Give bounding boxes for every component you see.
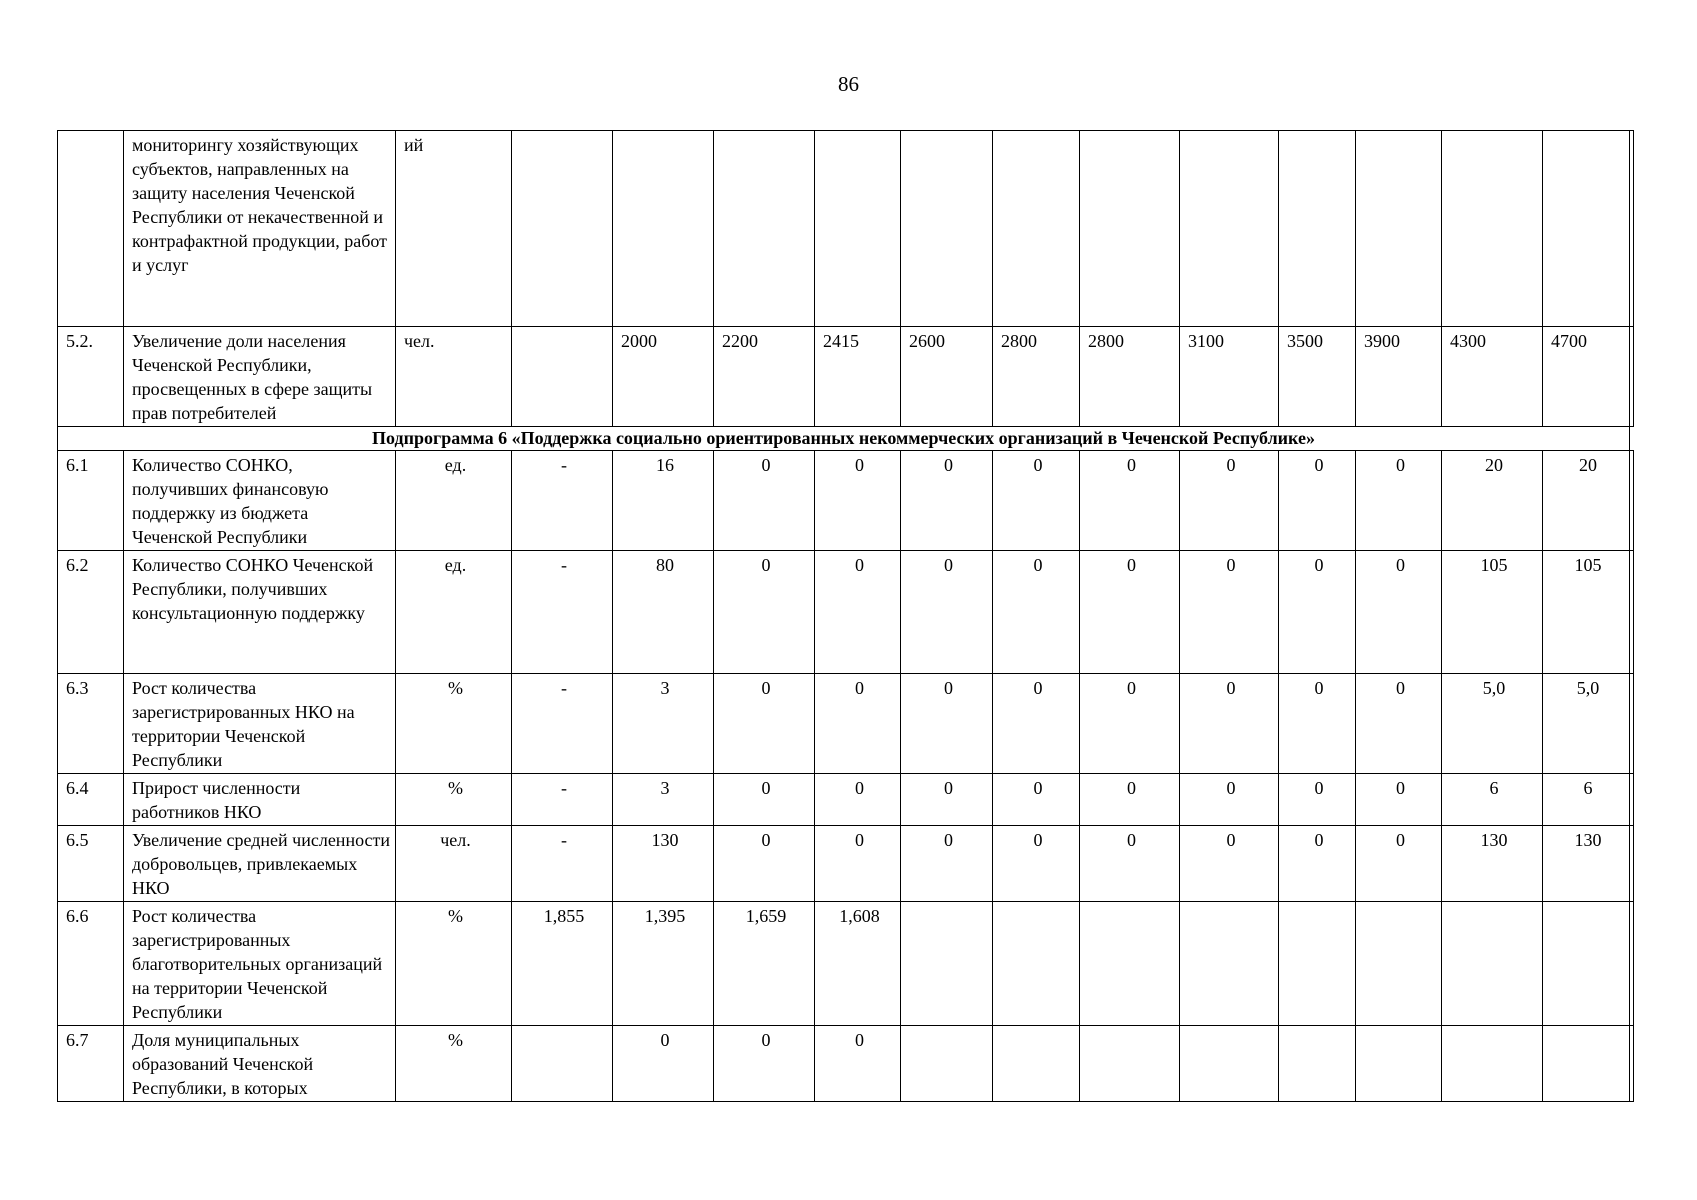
value-cell: 0 xyxy=(1279,451,1356,551)
value-cell: 0 xyxy=(1180,774,1279,826)
value-cell: - xyxy=(512,774,613,826)
unit-cell: чел. xyxy=(396,826,512,902)
value-cell: 2000 xyxy=(613,327,714,427)
indicator-name-cell: Прирост численности работников НКО xyxy=(124,774,396,826)
unit-cell: % xyxy=(396,774,512,826)
value-cell xyxy=(1442,902,1543,1026)
value-cell xyxy=(1356,1026,1442,1102)
value-cell: 2800 xyxy=(1080,327,1180,427)
value-cell: 1,659 xyxy=(714,902,815,1026)
unit-cell: % xyxy=(396,902,512,1026)
value-cell: 1,395 xyxy=(613,902,714,1026)
value-cell xyxy=(815,131,901,327)
value-cell: 0 xyxy=(714,774,815,826)
value-cell: 0 xyxy=(1356,451,1442,551)
value-cell xyxy=(1279,902,1356,1026)
value-cell: 0 xyxy=(1080,774,1180,826)
value-cell: 0 xyxy=(815,826,901,902)
table-body xyxy=(58,131,1634,1102)
value-cell: 3900 xyxy=(1356,327,1442,427)
value-cell: 2415 xyxy=(815,327,901,427)
value-cell: 0 xyxy=(1356,551,1442,674)
value-cell: 0 xyxy=(993,774,1080,826)
value-cell: 0 xyxy=(1080,674,1180,774)
value-cell xyxy=(993,1026,1080,1102)
indicator-name-cell: Доля муниципальных образований Чеченской Республики, в которых xyxy=(124,1026,396,1102)
value-cell: 0 xyxy=(714,674,815,774)
value-cell: 0 xyxy=(1080,826,1180,902)
unit-cell: % xyxy=(396,674,512,774)
value-cell: 0 xyxy=(901,451,993,551)
value-cell: 105 xyxy=(1442,551,1543,674)
value-cell xyxy=(1356,902,1442,1026)
value-cell: 1,608 xyxy=(815,902,901,1026)
value-cell xyxy=(1630,774,1634,826)
value-cell xyxy=(613,131,714,327)
value-cell xyxy=(1543,902,1630,1026)
value-cell xyxy=(1180,1026,1279,1102)
value-cell xyxy=(1630,551,1634,674)
table-row xyxy=(58,902,1634,1026)
unit-cell: ий xyxy=(396,131,512,327)
value-cell xyxy=(1630,327,1634,427)
value-cell xyxy=(993,902,1080,1026)
value-cell xyxy=(901,131,993,327)
value-cell: 20 xyxy=(1442,451,1543,551)
value-cell xyxy=(714,131,815,327)
row-number-cell xyxy=(58,131,124,327)
value-cell xyxy=(1630,826,1634,902)
value-cell: 0 xyxy=(993,826,1080,902)
value-cell: 105 xyxy=(1543,551,1630,674)
value-cell: 6 xyxy=(1543,774,1630,826)
indicator-name-cell: Количество СОНКО, получивших финансовую поддержку из бюджета Чеченской Республики xyxy=(124,451,396,551)
value-cell xyxy=(1630,451,1634,551)
value-cell: 0 xyxy=(1279,674,1356,774)
value-cell xyxy=(1279,131,1356,327)
value-cell: 0 xyxy=(1180,674,1279,774)
row-number-cell: 6.1 xyxy=(58,451,124,551)
value-cell: 0 xyxy=(1356,674,1442,774)
value-cell: 80 xyxy=(613,551,714,674)
value-cell xyxy=(1442,1026,1543,1102)
indicator-name-cell: Рост количества зарегистрированных благотворительных организаций на территории Чеченской Республики xyxy=(124,902,396,1026)
value-cell: 0 xyxy=(1356,826,1442,902)
value-cell: 0 xyxy=(993,551,1080,674)
value-cell: 2800 xyxy=(993,327,1080,427)
value-cell: 0 xyxy=(1180,451,1279,551)
value-cell xyxy=(1180,902,1279,1026)
value-cell xyxy=(512,1026,613,1102)
value-cell xyxy=(1630,674,1634,774)
value-cell: 0 xyxy=(714,451,815,551)
value-cell: 130 xyxy=(613,826,714,902)
value-cell: 130 xyxy=(1442,826,1543,902)
value-cell: 4700 xyxy=(1543,327,1630,427)
value-cell: 3 xyxy=(613,674,714,774)
value-cell: 4300 xyxy=(1442,327,1543,427)
value-cell xyxy=(1356,131,1442,327)
value-cell: 3100 xyxy=(1180,327,1279,427)
value-cell xyxy=(901,1026,993,1102)
value-cell: 2200 xyxy=(714,327,815,427)
table-row xyxy=(58,1026,1634,1102)
value-cell xyxy=(1630,131,1634,327)
unit-cell: ед. xyxy=(396,551,512,674)
row-number-cell: 6.5 xyxy=(58,826,124,902)
value-cell: 0 xyxy=(901,674,993,774)
value-cell: 0 xyxy=(613,1026,714,1102)
value-cell: 0 xyxy=(1279,774,1356,826)
value-cell: 0 xyxy=(1279,826,1356,902)
indicator-name-cell: Увеличение доли населения Чеченской Республики, просвещенных в сфере защиты прав потребителей xyxy=(124,327,396,427)
value-cell xyxy=(1442,131,1543,327)
unit-cell: % xyxy=(396,1026,512,1102)
row-number-cell: 6.4 xyxy=(58,774,124,826)
value-cell: 0 xyxy=(1080,451,1180,551)
value-cell: 0 xyxy=(901,774,993,826)
row-number-cell: 6.6 xyxy=(58,902,124,1026)
value-cell xyxy=(1279,1026,1356,1102)
indicator-name-cell: мониторингу хозяйствующих субъектов, направленных на защиту населения Чеченской Республики от некачественной и контрафактной продукции, работ и услуг xyxy=(124,131,396,327)
value-cell: 16 xyxy=(613,451,714,551)
value-cell: 0 xyxy=(714,826,815,902)
value-cell: 3 xyxy=(613,774,714,826)
page-number: 86 xyxy=(838,72,859,96)
value-cell: 5,0 xyxy=(1442,674,1543,774)
value-cell: 0 xyxy=(815,774,901,826)
value-cell: 0 xyxy=(1080,551,1180,674)
table-row xyxy=(58,327,1634,427)
value-cell: 0 xyxy=(815,451,901,551)
indicators-table xyxy=(57,130,1634,1102)
value-cell: - xyxy=(512,826,613,902)
value-cell: 0 xyxy=(901,826,993,902)
value-cell: 0 xyxy=(993,451,1080,551)
value-cell: 0 xyxy=(993,674,1080,774)
value-cell xyxy=(512,131,613,327)
value-cell: 0 xyxy=(1356,774,1442,826)
value-cell: 0 xyxy=(1279,551,1356,674)
value-cell xyxy=(993,131,1080,327)
value-cell: 0 xyxy=(815,674,901,774)
value-cell: 6 xyxy=(1442,774,1543,826)
table-row xyxy=(58,451,1634,551)
value-cell xyxy=(1080,1026,1180,1102)
row-number-cell: 6.2 xyxy=(58,551,124,674)
indicator-name-cell: Увеличение средней численности добровольцев, привлекаемых НКО xyxy=(124,826,396,902)
subprogram-title: Подпрограмма 6 «Поддержка социально ориентированных некоммерческих организаций в Чеченской Республике» xyxy=(58,427,1630,451)
value-cell: 0 xyxy=(815,551,901,674)
value-cell: 0 xyxy=(714,551,815,674)
table-row xyxy=(58,551,1634,674)
value-cell: 0 xyxy=(714,1026,815,1102)
value-cell: 2600 xyxy=(901,327,993,427)
value-cell xyxy=(1543,131,1630,327)
value-cell: 130 xyxy=(1543,826,1630,902)
value-cell: 20 xyxy=(1543,451,1630,551)
value-cell: 3500 xyxy=(1279,327,1356,427)
value-cell: - xyxy=(512,674,613,774)
indicator-name-cell: Количество СОНКО Чеченской Республики, получивших консультационную поддержку xyxy=(124,551,396,674)
value-cell: - xyxy=(512,551,613,674)
row-number-cell: 6.3 xyxy=(58,674,124,774)
value-cell: 0 xyxy=(1180,826,1279,902)
subprogram-header-row xyxy=(58,427,1634,451)
value-cell: 5,0 xyxy=(1543,674,1630,774)
value-cell xyxy=(1630,1026,1634,1102)
value-cell xyxy=(512,327,613,427)
row-number-cell: 6.7 xyxy=(58,1026,124,1102)
value-cell: 1,855 xyxy=(512,902,613,1026)
value-cell xyxy=(1080,902,1180,1026)
indicator-name-cell: Рост количества зарегистрированных НКО на территории Чеченской Республики xyxy=(124,674,396,774)
unit-cell: ед. xyxy=(396,451,512,551)
value-cell: 0 xyxy=(815,1026,901,1102)
value-cell xyxy=(1080,131,1180,327)
table-row xyxy=(58,774,1634,826)
value-cell xyxy=(901,902,993,1026)
unit-cell: чел. xyxy=(396,327,512,427)
table-row xyxy=(58,826,1634,902)
value-cell: 0 xyxy=(901,551,993,674)
value-cell: 0 xyxy=(1180,551,1279,674)
table-row xyxy=(58,131,1634,327)
row-number-cell: 5.2. xyxy=(58,327,124,427)
table-row xyxy=(58,674,1634,774)
value-cell xyxy=(1630,902,1634,1026)
value-cell: - xyxy=(512,451,613,551)
value-cell xyxy=(1180,131,1279,327)
value-cell xyxy=(1543,1026,1630,1102)
